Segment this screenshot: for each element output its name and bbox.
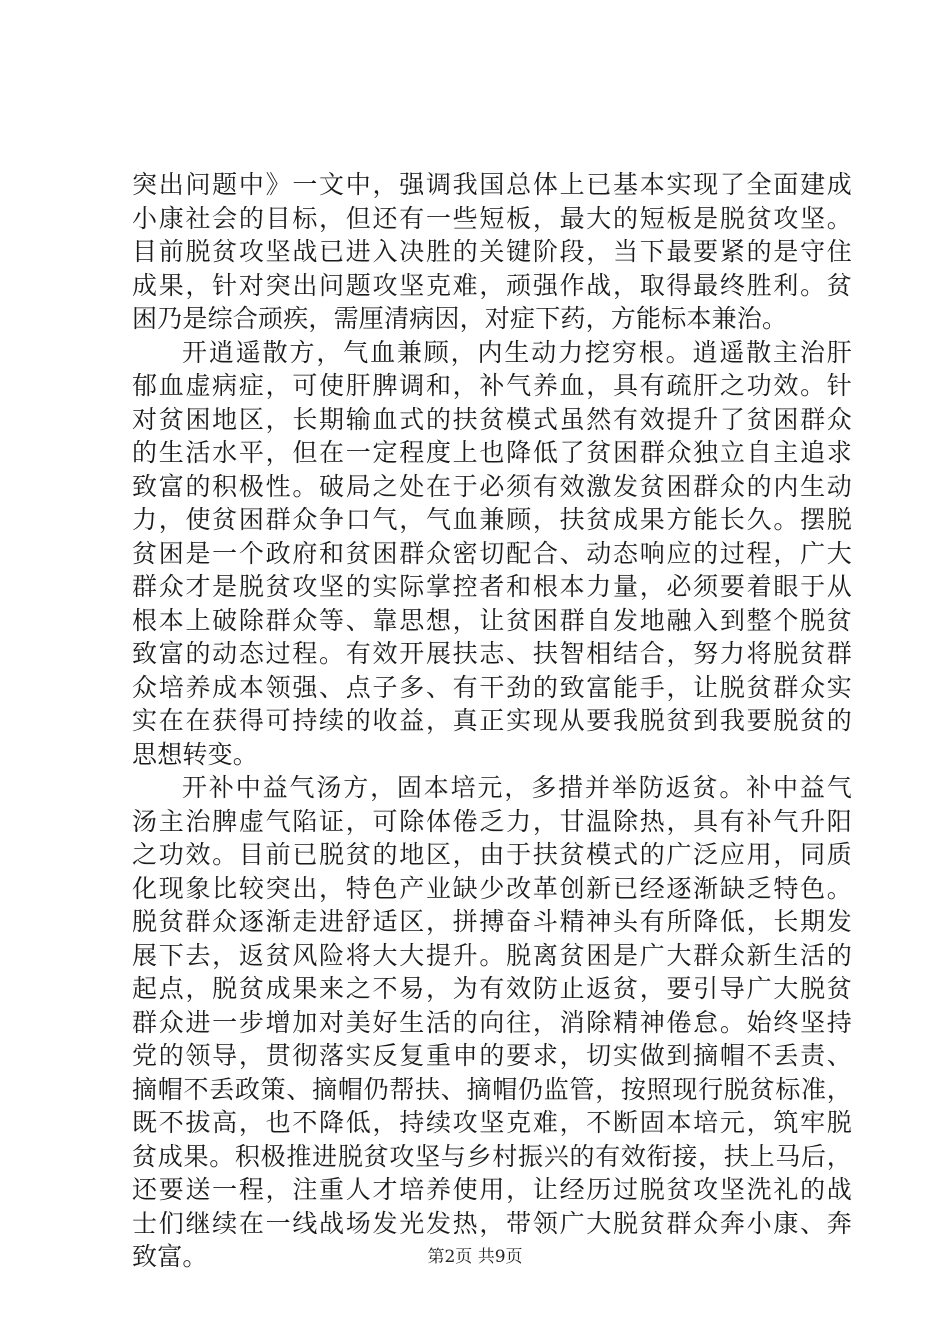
text-line: 思想转变。	[132, 739, 259, 769]
text-line: 开补中益气汤方，固本培元，多措并举防返贫。补中益气	[182, 773, 852, 802]
text-line: 实在在获得可持续的收益，真正实现从要我脱贫到我要脱贫的	[132, 706, 852, 735]
text-line: 汤主治脾虚气陷证，可除体倦乏力，甘温除热，具有补气升阳	[132, 806, 852, 836]
text-line: 小康社会的目标，但还有一些短板，最大的短板是脱贫攻坚。	[132, 203, 852, 233]
text-line: 群众进一步增加对美好生活的向往，消除精神倦怠。始终坚持	[132, 1007, 852, 1037]
text-line: 突出问题中》一文中，强调我国总体上已基本实现了全面建成	[132, 170, 852, 199]
text-line: 展下去，返贫风险将大大提升。脱离贫困是广大群众新生活的	[132, 940, 852, 970]
text-line: 目前脱贫攻坚战已进入决胜的关键阶段，当下最要紧的是守住	[132, 237, 852, 266]
text-line: 郁血虚病症，可使肝脾调和，补气养血，具有疏肝之功效。针	[132, 371, 852, 400]
paragraph-2	[132, 336, 852, 772]
text-line: 之功效。目前已脱贫的地区，由于扶贫模式的广泛应用，同质	[132, 840, 852, 869]
paragraph-1	[132, 168, 852, 336]
text-line: 还要送一程，注重人才培养使用，让经历过脱贫攻坚洗礼的战	[132, 1175, 852, 1204]
paragraph-3	[132, 771, 852, 1274]
text-line: 既不拔高，也不降低，持续攻坚克难，不断固本培元，筑牢脱	[132, 1108, 852, 1137]
text-line: 困乃是综合顽疾，需厘清病因，对症下药，方能标本兼治。	[132, 304, 788, 333]
text-line: 摘帽不丢政策、摘帽仍帮扶、摘帽仍监管，按照现行脱贫标准，	[132, 1074, 852, 1104]
text-line: 开逍遥散方，气血兼顾，内生动力挖穷根。逍遥散主治肝	[182, 337, 852, 367]
text-line: 成果，针对突出问题攻坚克难，顽强作战，取得最终胜利。贫	[132, 270, 852, 300]
text-line: 致富的积极性。破局之处在于必须有效激发贫困群众的内生动	[132, 471, 852, 501]
text-line: 致富的动态过程。有效开展扶志、扶智相结合，努力将脱贫群	[132, 639, 852, 668]
text-line: 根本上破除群众等、靠思想，让贫困群自发地融入到整个脱贫	[132, 605, 852, 635]
text-line: 化现象比较突出，特色产业缺少改革创新已经逐渐缺乏特色。	[132, 873, 852, 903]
text-line: 起点，脱贫成果来之不易，为有效防止返贫，要引导广大脱贫	[132, 974, 852, 1003]
page-number-footer: 第2页 共9页	[427, 1247, 523, 1267]
text-line: 脱贫群众逐渐走进舒适区，拼搏奋斗精神头有所降低，长期发	[132, 907, 852, 936]
text-line: 众培养成本领强、点子多、有干劲的致富能手，让脱贫群众实	[132, 672, 852, 702]
text-line: 对贫困地区，长期输血式的扶贫模式虽然有效提升了贫困群众	[132, 404, 852, 434]
text-line: 贫困是一个政府和贫困群众密切配合、动态响应的过程，广大	[132, 538, 852, 568]
document-body	[132, 168, 852, 1274]
text-line: 的生活水平，但在一定程度上也降低了贫困群众独立自主追求	[132, 438, 852, 467]
text-line: 群众才是脱贫攻坚的实际掌控者和根本力量，必须要着眼于从	[132, 572, 852, 601]
text-line: 力，使贫困群众争口气，气血兼顾，扶贫成果方能长久。摆脱	[132, 505, 852, 534]
text-line: 士们继续在一线战场发光发热，带领广大脱贫群众奔小康、奔	[132, 1208, 852, 1238]
text-line: 致富。	[132, 1242, 208, 1271]
text-line: 党的领导，贯彻落实反复重申的要求，切实做到摘帽不丢责、	[132, 1041, 852, 1070]
text-line: 贫成果。积极推进脱贫攻坚与乡村振兴的有效衔接，扶上马后，	[132, 1141, 852, 1171]
